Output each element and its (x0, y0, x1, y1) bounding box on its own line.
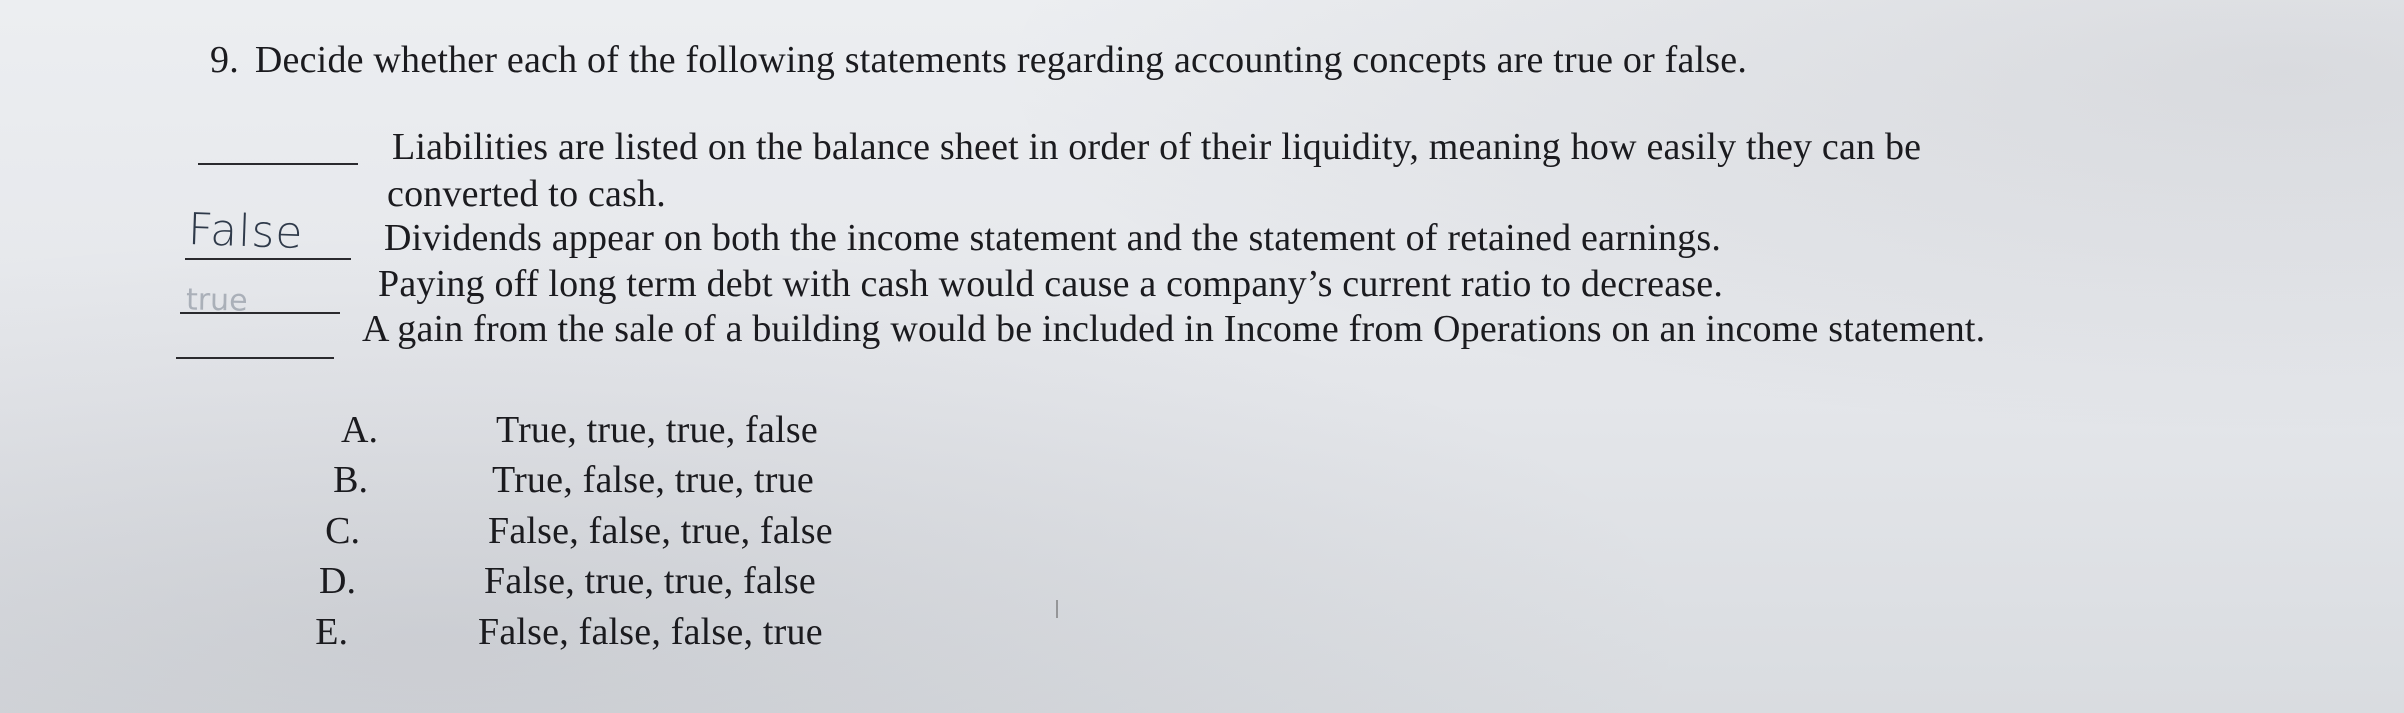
question-title (210, 38, 1747, 82)
option-c-text: False, false, true, false (488, 510, 833, 552)
question-prompt: Decide whether each of the following statements regarding accounting concepts are true or false. (254, 39, 1748, 81)
option-a-text: True, true, true, false (496, 409, 818, 451)
answer-blank-4[interactable] (176, 357, 334, 359)
option-a-letter: A. (341, 409, 378, 451)
option-d-text: False, true, true, false (484, 560, 816, 602)
statement-2-line-1: Dividends appear on both the income statement and the statement of retained earnings. (384, 217, 1722, 259)
option-b-text: True, false, true, true (492, 459, 814, 501)
option-e-letter: E. (315, 611, 348, 653)
answer-blank-2[interactable] (185, 258, 351, 260)
option-b-letter: B. (333, 459, 368, 501)
statement-1-line-1: Liabilities are listed on the balance sheet in order of their liquidity, meaning how easily they can be (392, 126, 1922, 168)
statement-1-line-2: converted to cash. (387, 173, 666, 215)
statement-3-line-1: Paying off long term debt with cash would cause a company’s current ratio to decrease. (378, 263, 1724, 305)
statement-4-line-1: A gain from the sale of a building would be included in Income from Operations on an income statement. (362, 308, 1986, 350)
question-number: 9. (210, 39, 239, 81)
option-e-text: False, false, false, true (478, 611, 823, 653)
answer-blank-3[interactable] (180, 312, 340, 314)
option-c-letter: C. (325, 510, 360, 552)
handwritten-answer-2: False (187, 204, 305, 259)
handwritten-answer-3: true (185, 282, 248, 319)
pencil-mark (1056, 600, 1058, 618)
answer-blank-1[interactable] (198, 163, 358, 165)
option-d-letter: D. (319, 560, 356, 602)
